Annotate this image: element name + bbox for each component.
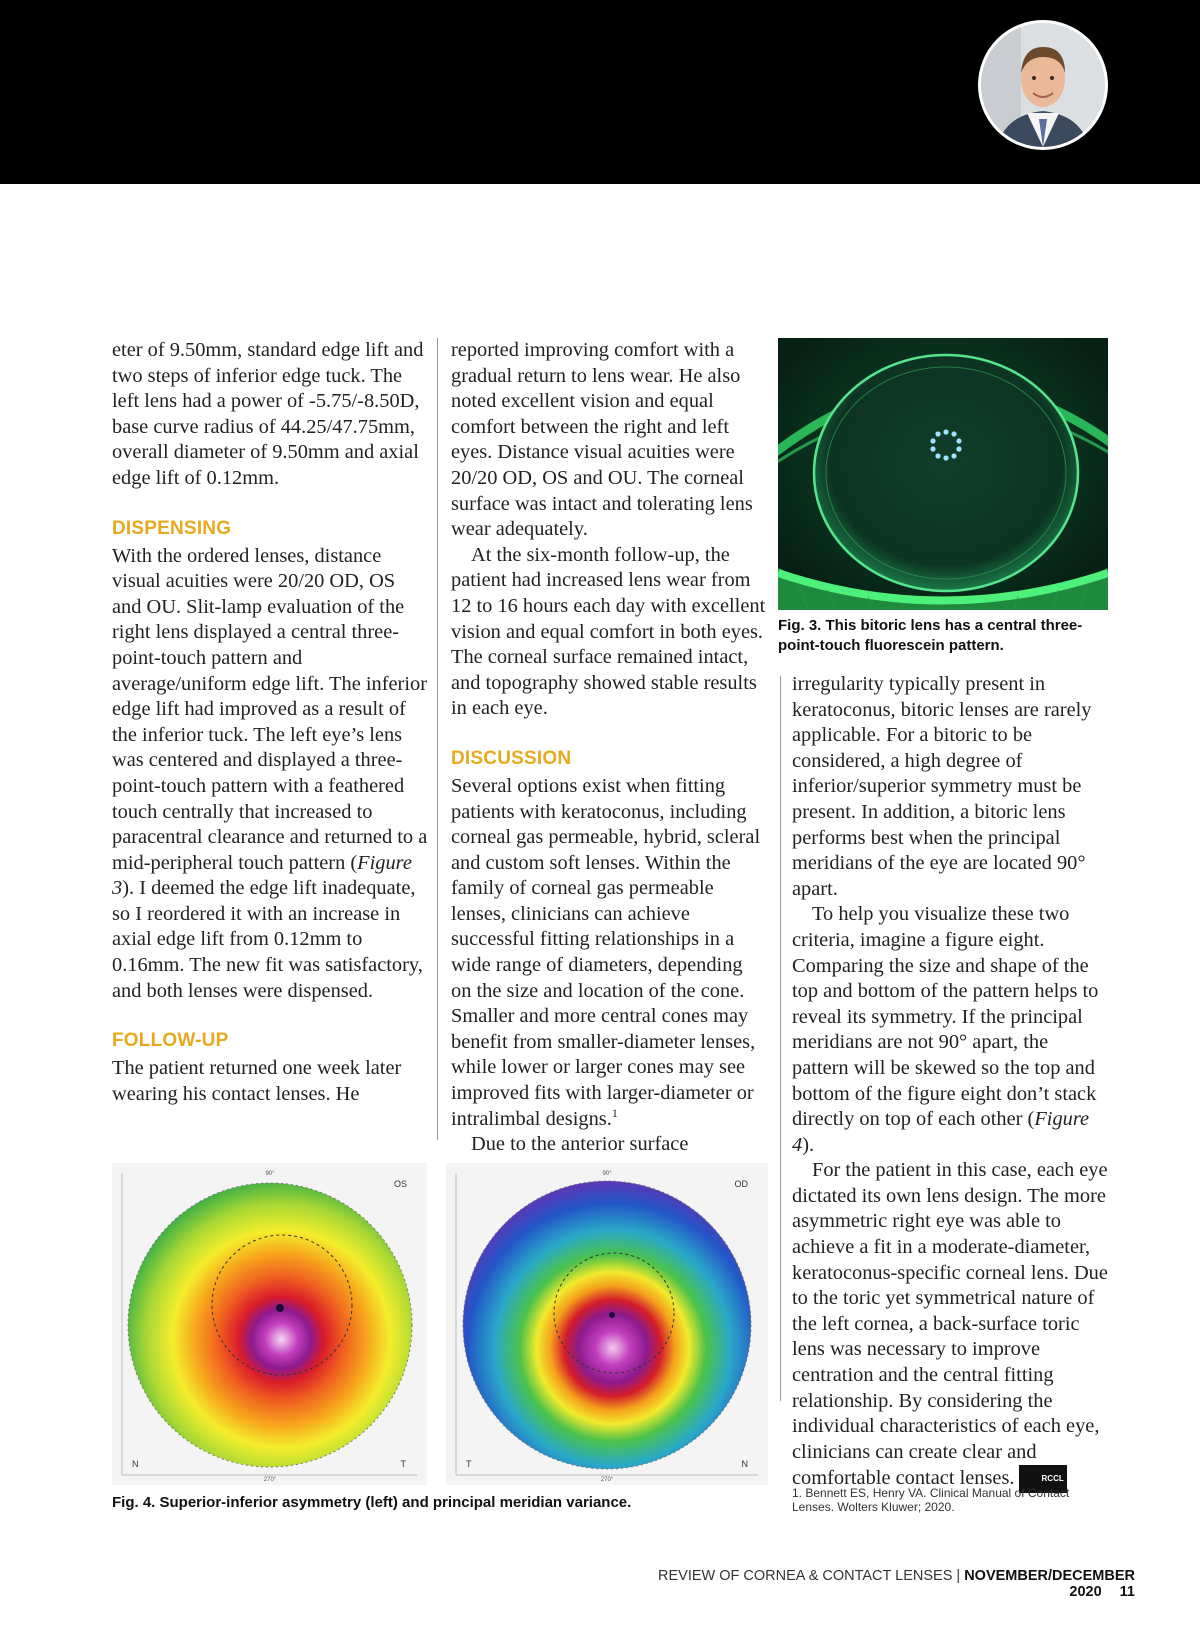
column-rule-2 xyxy=(780,676,781,1401)
figure-4-right-topography-map xyxy=(446,1163,768,1485)
col1-paragraph-3: The patient returned one week later wearing his contact lenses. He xyxy=(112,1057,402,1105)
right-map-eye-label: OD xyxy=(734,1179,748,1189)
figure-4-left-topography-map xyxy=(112,1163,427,1485)
figure-4-caption: Fig. 4. Superior-inferior asymmetry (left) and principal meridian variance. xyxy=(112,1494,632,1511)
figure-3-caption: Fig. 3. This bitoric lens has a central three-point-touch fluorescein pattern. xyxy=(778,617,1083,654)
column-rule-1 xyxy=(437,338,438,1140)
col2-paragraph-4: Due to the anterior surface xyxy=(471,1133,689,1156)
left-map-t-label: T xyxy=(400,1459,406,1469)
col1-paragraph-2: With the ordered lenses, distance visual acuities were 20/20 OD, OS and OU. Slit-lamp evaluation of the right lens displayed a central three-point-touch pattern and average/uniform edge lift. The inferior edge lift had improved as a result of the inferior tuck. The left eye’s lens was centered and displayed a three-point-touch pattern with a feathered touch centrally that increased to paracentral clearance and returned to a mid-peripheral touch pattern (Figure 3). I deemed the edge lift inadequate, so I reordered it with an increase in axial edge lift from 0.12mm to 0.16mm. The new fit was satisfactory, and both lenses were dispensed. xyxy=(112,544,428,1002)
left-map-eye-label: OS xyxy=(393,1179,407,1189)
reference-1: 1. Bennett ES, Henry VA. Clinical Manual of Contact Lenses. Wolters Kluwer; 2020. xyxy=(792,1486,1070,1514)
col2-paragraph-1: reported improving comfort with a gradual return to lens wear. He also noted excellent vision and equal comfort between the right and left eyes. Distance visual acuities were 20/20 OD, OS and OU. The corneal surface was intact and tolerating lens wear adequately. xyxy=(451,339,753,541)
footer-publication: REVIEW OF CORNEA & CONTACT LENSES | xyxy=(658,1568,965,1584)
left-map-n-label: N xyxy=(132,1459,139,1469)
column-2 xyxy=(451,338,767,1158)
figure-3-fluorescein-image xyxy=(778,338,1108,610)
col2-paragraph-2: At the six-month follow-up, the patient had increased lens wear from 12 to 16 hours each day with excellent vision and equal comfort in both eyes. The corneal surface remained intact, and topography showed stable results in each eye. xyxy=(451,543,766,720)
col3-paragraph-2: To help you visualize these two criteria, imagine a figure eight. Comparing the size and shape of the top and bottom of the pattern helps to reveal its symmetry. If the principal meridians are not 90° apart, the pattern will be skewed so the top and bottom of the figure eight don’t stack directly on top of each other (Figure 4). xyxy=(792,903,1099,1156)
col3-paragraph-3: For the patient in this case, each eye dictated its own lens design. The more asymmetric right eye was able to achieve a fit in a moderate-diameter, keratoconus-specific corneal lens. Due to the toric yet symmetrical nature of the left cornea, a back-surface toric lens was necessary to improve centration and the central fitting relationship. By considering the individual characteristics of each eye, clinicians can create clear and comfortable contact lenses. RCCL xyxy=(792,1158,1108,1493)
column-3 xyxy=(792,672,1108,1493)
figure-4-reference: Figure 4 xyxy=(792,1108,1090,1156)
end-of-article-badge: RCCL xyxy=(1019,1465,1067,1493)
figure-3-reference: Figure 3 xyxy=(112,851,412,900)
heading-discussion: DISCUSSION xyxy=(451,747,572,769)
left-map-270-label: 270° xyxy=(263,1477,277,1483)
col3-paragraph-1: irregularity typically present in keratoconus, bitoric lenses are rarely applicable. For a bitoric to be considered, a high degree of inferior/superior symmetry must be present. In addition, a bitoric lens performs best when the principal meridians of the eye are located 90° apart. xyxy=(792,673,1092,900)
right-map-270-label: 270° xyxy=(600,1477,614,1483)
right-map-n-label: N xyxy=(741,1459,748,1469)
col2-paragraph-3: Several options exist when fitting patients with keratoconus, including corneal gas permeable, hybrid, scleral and custom soft lenses. Within the family of corneal gas permeable lenses, clinicians can achieve successful fitting relationships in a wide range of diameters, depending on the size and location of the cone. Smaller and more central cones may benefit from smaller-diameter lenses, while lower or larger cones may see improved fits with larger-diameter or intralimbal designs.$^1$ xyxy=(451,774,761,1130)
page-footer xyxy=(600,1568,1135,1600)
page-number: 11 xyxy=(1119,1584,1135,1600)
citation-1: 1 xyxy=(611,1105,618,1120)
footer-issue: NOVEMBER/DECEMBER 2020 xyxy=(964,1568,1135,1600)
right-map-t-label: T xyxy=(466,1459,472,1469)
heading-follow-up: FOLLOW-UP xyxy=(112,1030,229,1052)
right-map-90-label: 90° xyxy=(602,1171,612,1177)
col1-paragraph-1: eter of 9.50mm, standard edge lift and two steps of inferior edge tuck. The left lens had a power of -5.75/-8.50D, base curve radius of 44.25/47.75mm, overall diameter of 9.50mm and axial edge lift of 0.12mm. xyxy=(112,339,424,489)
author-avatar xyxy=(978,20,1108,150)
heading-dispensing: DISPENSING xyxy=(112,517,232,539)
column-1 xyxy=(112,338,428,1107)
left-map-90-label: 90° xyxy=(265,1171,275,1177)
